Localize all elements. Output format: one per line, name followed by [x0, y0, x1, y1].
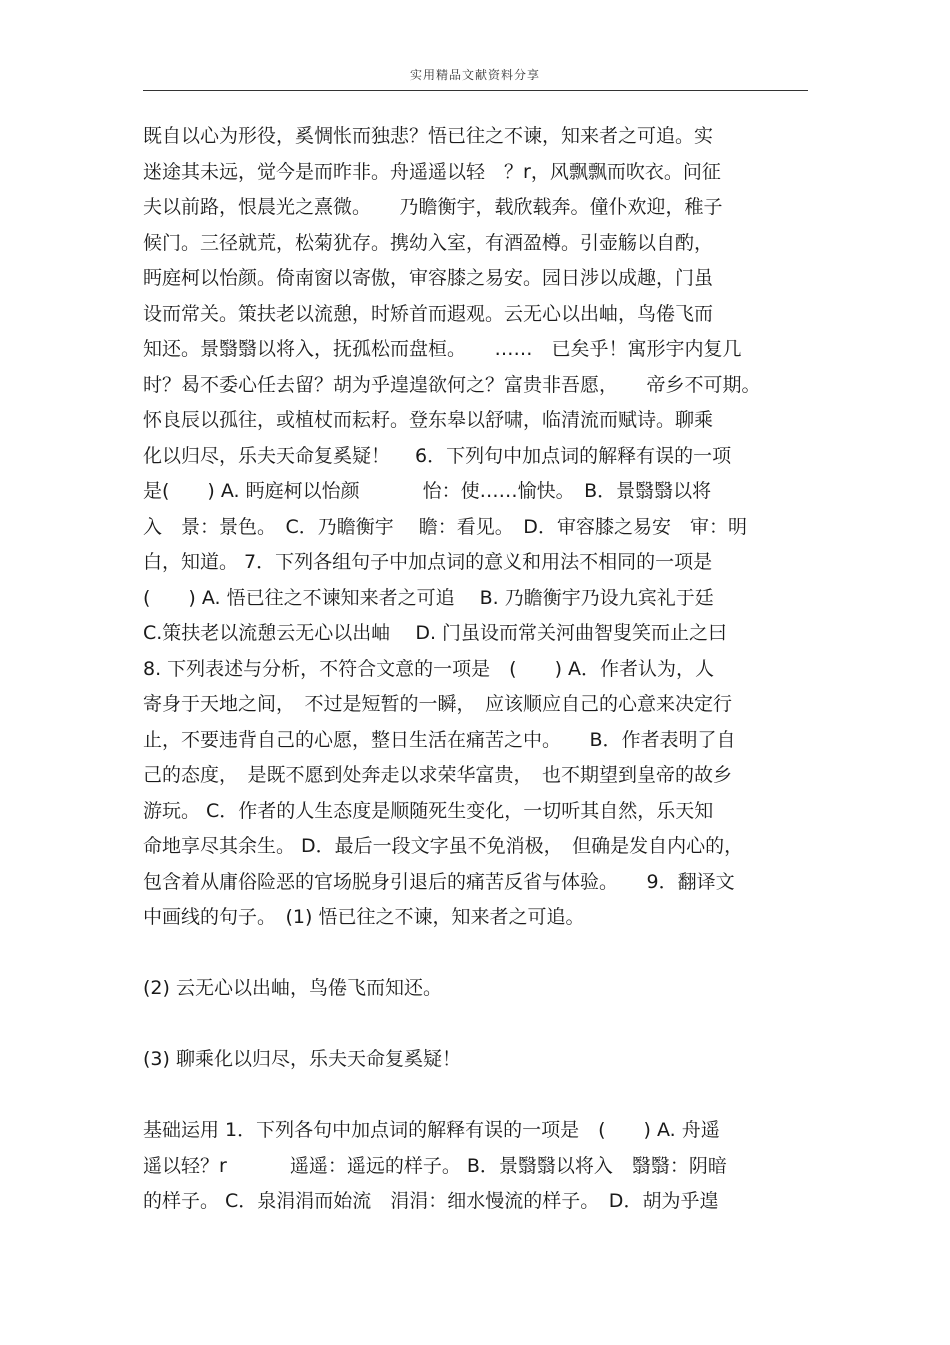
- text-line: 入 景：景色。 C．乃瞻衡宇 瞻：看见。 D．审容膝之易安 审：明: [143, 515, 747, 538]
- text-line: 游玩。 C．作者的人生态度是顺随死生变化，一切听其自然，乐天知: [143, 799, 714, 822]
- text-line: 中画线的句子。 (1) 悟已往之不谏，知来者之可追。: [143, 906, 585, 928]
- text-line: 怀良辰以孤往，或植杖而耘耔。登东皋以舒啸，临清流而赋诗。聊乘: [143, 409, 714, 431]
- blank-line: [143, 936, 823, 972]
- text-line: 眄庭柯以怡颜。倚南窗以寄傲，审容膝之易安。园日涉以成趣，门虽: [143, 267, 714, 289]
- text-line: (2) 云无心以出岫，鸟倦飞而知还。: [143, 977, 442, 999]
- text-line: 己的态度， 是既不愿到处奔走以求荣华富贵， 也不期望到皇帝的故乡: [143, 764, 733, 786]
- text-line: 化以归尽，乐夫天命复奚疑！ 6．下列句中加点词的解释有误的一项: [143, 444, 732, 467]
- text-line: 既自以心为形役，奚惆怅而独悲？悟已往之不谏，知来者之可追。实: [143, 125, 714, 147]
- text-line: 遥以轻？r 遥遥：遥远的样子。 B．景翳翳以将入 翳翳：阴暗: [143, 1154, 727, 1177]
- text-line: 候门。三径就荒，松菊犹存。携幼入室，有酒盈樽。引壶觞以自酌，: [143, 231, 714, 254]
- text-line: 包含着从庸俗险恶的官场脱身引退后的痛苦反省与体验。 9．翻译文: [143, 870, 735, 893]
- text-line: 寄身于天地之间， 不过是短暂的一瞬， 应该顺应自己的心意来决定行: [143, 693, 733, 715]
- text-line: 命地享尽其余生。 D．最后一段文字虽不免消极， 但确是发自内心的，: [143, 835, 744, 857]
- text-line: C.策扶老以流憩云无心以出岫 D. 门虽设而常关河曲智叟笑而止之曰: [143, 622, 728, 644]
- text-line: 知还。景翳翳以将入，抚孤松而盘桓。 …… 已矣乎！寓形宇内复几: [143, 338, 742, 360]
- text-line: 8. 下列表述与分析，不符合文意的一项是 ( ) A．作者认为，人: [143, 657, 715, 680]
- text-line: (3) 聊乘化以归尽，乐夫天命复奚疑！: [143, 1048, 461, 1070]
- document-body: [143, 119, 823, 1220]
- text-line: 时？曷不委心任去留？胡为乎遑遑欲何之？富贵非吾愿， 帝乡不可期。: [143, 373, 761, 396]
- text-line: 白，知道。 7．下列各组句子中加点词的意义和用法不相同的一项是: [143, 551, 713, 573]
- text-line: 设而常关。策扶老以流憩，时矫首而遐观。云无心以出岫，鸟倦飞而: [143, 302, 714, 325]
- page-header: 实用精品文献资料分享: [409, 68, 540, 82]
- text-line: 止，不要违背自己的心愿，整日生活在痛苦之中。 B．作者表明了自: [143, 728, 736, 751]
- blank-line: [143, 1078, 823, 1114]
- header-divider: [143, 90, 808, 91]
- text-line: 的样子。 C．泉涓涓而始流 涓涓：细水慢流的样子。 D．胡为乎遑: [143, 1190, 719, 1212]
- text-line: 迷途其未远，觉今是而昨非。舟遥遥以轻 ？r，风飘飘而吹衣。问征: [143, 160, 721, 183]
- text-line: 是( ) A. 眄庭柯以怡颜 怡：使……愉快。 B．景翳翳以将: [143, 480, 712, 502]
- text-line: ( ) A. 悟已往之不谏知来者之可追 B. 乃瞻衡宇乃设九宾礼于廷: [143, 586, 714, 609]
- text-line: 基础运用 1．下列各句中加点词的解释有误的一项是 ( ) A. 舟遥: [143, 1119, 720, 1141]
- text-line: 夫以前路，恨晨光之熹微。 乃瞻衡宇，载欣载奔。僮仆欢迎，稚子: [143, 196, 723, 218]
- blank-line: [143, 1007, 823, 1043]
